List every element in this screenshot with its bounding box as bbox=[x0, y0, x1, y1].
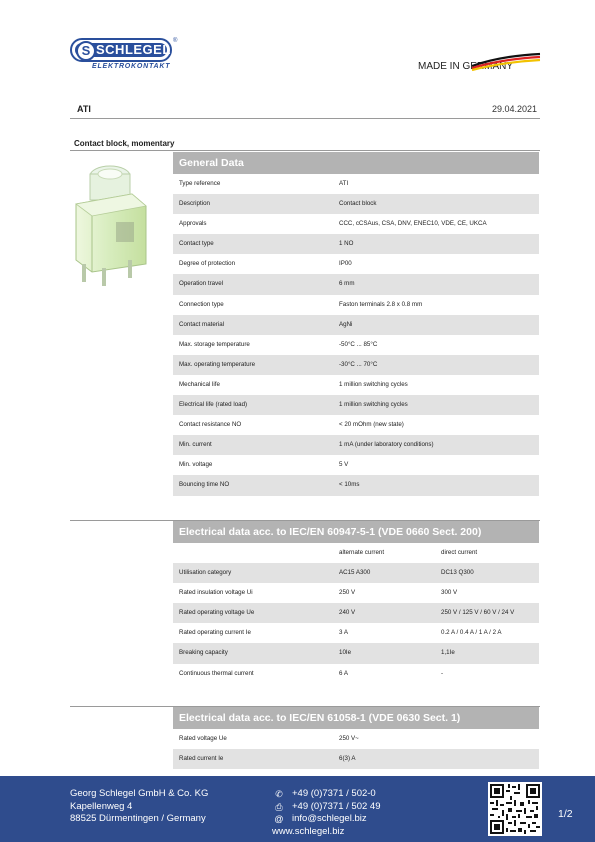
electrical-data-61058-section bbox=[173, 707, 539, 769]
phone-icon: ✆ bbox=[275, 789, 283, 799]
street-address: Kapellenweg 4 bbox=[70, 800, 133, 812]
table-row: Breaking capacity 10Ie 1,1Ie bbox=[173, 643, 539, 663]
table-row: Rated operating voltage Ue 240 V 250 V / 125 V / 60 V / 24 V bbox=[173, 603, 539, 623]
fax-icon: ⎙ bbox=[275, 801, 283, 812]
table-row: Operation travel 6 mm bbox=[173, 274, 539, 294]
document-date: 29.04.2021 bbox=[491, 104, 537, 114]
website-link[interactable]: www.schlegel.biz bbox=[272, 825, 345, 837]
table-row: Utilisation category AC15 A300 DC13 Q300 bbox=[173, 563, 539, 583]
fax-number[interactable]: +49 (0)7371 / 502 49 bbox=[292, 800, 381, 812]
logo-oval bbox=[70, 38, 172, 62]
logo-subtitle: ELEKTROKONTAKT bbox=[92, 63, 171, 70]
table-row: Approvals CCC, cCSAus, CSA, DNV, ENEC10, VDE, CE, UKCA bbox=[173, 214, 539, 234]
logo-letter: S bbox=[76, 41, 96, 61]
document-title: ATI bbox=[77, 104, 91, 114]
column-header-row bbox=[173, 543, 539, 563]
table-row: Degree of protection IP00 bbox=[173, 254, 539, 274]
table-row: Min. current 1 mA (under laboratory conditions) bbox=[173, 435, 539, 455]
table-row: Connection type Faston terminals 2.8 x 0.8 mm bbox=[173, 295, 539, 315]
table-row: Bouncing time NO < 10ms bbox=[173, 475, 539, 495]
table-row: Contact material AgNi bbox=[173, 315, 539, 335]
column-header-dc: direct current bbox=[441, 549, 478, 556]
table-row: Continuous thermal current 6 A - bbox=[173, 664, 539, 684]
german-flag-swoosh-icon bbox=[470, 52, 542, 72]
table-row: Type reference ATI bbox=[173, 174, 539, 194]
column-header-ac: alternate current bbox=[339, 549, 385, 556]
email-icon: @ bbox=[274, 814, 284, 824]
table-row: Rated operating current Ie 3 A 0.2 A / 0.4 A / 1 A / 2 A bbox=[173, 623, 539, 643]
table-row: Rated insulation voltage Ui 250 V 300 V bbox=[173, 583, 539, 603]
electrical-data-60947-section bbox=[173, 521, 539, 684]
product-title: Contact block, momentary bbox=[74, 139, 175, 148]
email-link[interactable]: info@schlegel.biz bbox=[292, 813, 367, 824]
table-row: Rated voltage Ue 250 V~ bbox=[173, 729, 539, 749]
product-image bbox=[70, 160, 152, 288]
table-row: Description Contact block bbox=[173, 194, 539, 214]
made-in-germany: MADE IN GERMANY bbox=[418, 61, 514, 72]
table-row: Electrical life (rated load) 1 million switching cycles bbox=[173, 395, 539, 415]
table-row: Max. storage temperature -50°C ... 85°C bbox=[173, 335, 539, 355]
table-row: Contact type 1 NO bbox=[173, 234, 539, 254]
contact-info bbox=[272, 788, 380, 838]
header-divider bbox=[70, 118, 540, 119]
table-row: Min. voltage 5 V bbox=[173, 455, 539, 475]
company-address bbox=[70, 788, 208, 826]
logo-registered: ® bbox=[173, 38, 178, 44]
table-row: Rated current Ie 6(3) A bbox=[173, 749, 539, 769]
logo-wordmark: SCHLEGEL bbox=[96, 42, 171, 57]
company-name: Georg Schlegel GmbH & Co. KG bbox=[70, 788, 209, 799]
qr-code-icon[interactable] bbox=[488, 782, 542, 836]
section-divider bbox=[70, 150, 540, 151]
page-number: 1/2 bbox=[558, 808, 573, 820]
general-data-heading: General Data bbox=[173, 152, 539, 174]
table-row: Mechanical life 1 million switching cycles bbox=[173, 375, 539, 395]
phone-number[interactable]: +49 (0)7371 / 502-0 bbox=[292, 788, 376, 799]
electrical-data-61058-heading: Electrical data acc. to IEC/EN 61058-1 (VDE 0630 Sect. 1) bbox=[173, 707, 539, 729]
page-footer bbox=[0, 776, 595, 842]
city-address: 88525 Dürmentingen / Germany bbox=[70, 813, 206, 824]
electrical-data-60947-heading: Electrical data acc. to IEC/EN 60947-5-1 (VDE 0660 Sect. 200) bbox=[173, 521, 539, 543]
general-data-section bbox=[173, 152, 539, 496]
table-row: Max. operating temperature -30°C ... 70°C bbox=[173, 355, 539, 375]
table-row: Contact resistance NO < 20 mOhm (new state) bbox=[173, 415, 539, 435]
company-logo bbox=[70, 38, 182, 72]
